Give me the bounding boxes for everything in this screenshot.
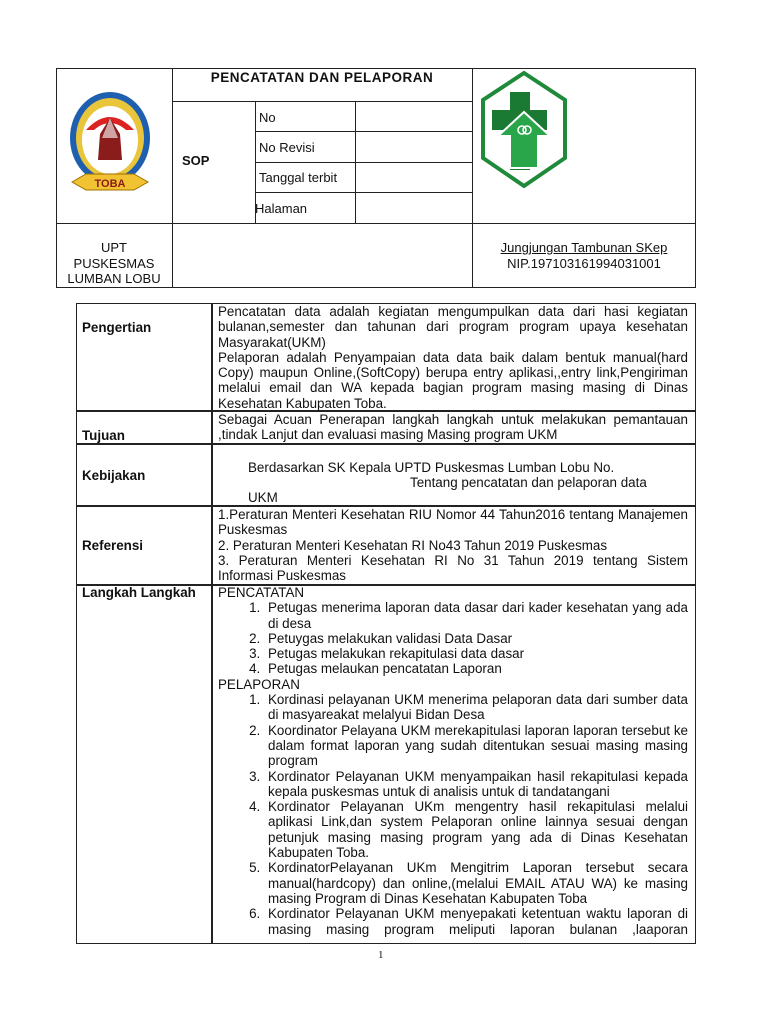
org-line-1: UPT <box>101 240 127 255</box>
document-title: PENCATATAN DAN PELAPORAN <box>210 70 434 85</box>
list-item: 6. Kordinator Pelayanan UKM menyepakati ketentuan waktu laporan di masing masing program meliputi laporan bulanan ,laaporan <box>264 906 688 937</box>
org-line-2: PUSKESMAS <box>73 255 155 271</box>
field-no: No <box>259 110 276 125</box>
puskesmas-logo <box>480 70 568 190</box>
list-item: 5. KordinatorPelayanan UKm Mengitrim Laporan tersebut secara manual(hardcopy) dan online,(melalui EMAIL ATAU WA) ke masing masing Program di Dinas Kesehatan Kabupaten Toba <box>264 860 688 906</box>
field-no-revisi: No Revisi <box>259 140 315 155</box>
label-langkah: Langkah Langkah <box>82 585 196 600</box>
referensi-item: 3. Peraturan Menteri Kesehatan RI No 31 Tahun 2019 tentang Sistem Informasi Puskesmas <box>218 552 688 584</box>
kebijakan-line-2: Tentang pencatatan dan pelaporan data <box>410 475 647 490</box>
langkah-content <box>218 585 688 937</box>
label-kebijakan: Kebijakan <box>82 468 146 483</box>
label-referensi: Referensi <box>82 538 144 553</box>
list-item: 2. Petuygas melakukan validasi Data Dasar <box>264 631 688 646</box>
list-item: 4. Petugas melaukan pencatatan Laporan <box>264 661 688 676</box>
logo-text: TOBA <box>94 178 126 190</box>
page-number: 1 <box>378 949 384 961</box>
signer-nip: NIP.197103161994031001 <box>507 255 661 271</box>
pengertian-p1: Pencatatan data adalah kegiatan mengumpulkan data dari hasi kegiatan bulanan,semester dan tahunan dari program program upaya kesehatan Masyarakat(UKM) <box>218 304 688 350</box>
sop-label: SOP <box>182 153 210 168</box>
kebijakan-line-3: UKM <box>248 490 278 505</box>
field-tanggal-terbit: Tanggal terbit <box>259 170 338 185</box>
list-item: 3. Petugas melakukan rekapitulasi data dasar <box>264 646 688 661</box>
org-line-3: LUMBAN LOBU <box>67 271 161 286</box>
referensi-item: 2. Peraturan Menteri Kesehatan RI No43 Tahun 2019 Puskesmas <box>218 537 608 553</box>
list-item: 1. Petugas menerima laporan data dasar dari kader kesehatan yang ada di desa <box>264 600 688 631</box>
pelaporan-title: PELAPORAN <box>218 676 300 692</box>
list-item: 1. Kordinasi pelayanan UKM menerima pelaporan data dari sumber data di masyareakat melalyui Bidan Desa <box>264 692 688 723</box>
pencatatan-list <box>218 600 688 676</box>
list-item: 4. Kordinator Pelayanan UKm mengentry hasil rekapitulasi melalui aplikasi Link,dan system Pelaporan online lainnya sesuai dengan petunjuk masing masing program yang ada di Dinas Kesehatan Kabupaten Toba. <box>264 799 688 860</box>
referensi-list <box>218 507 688 583</box>
field-halaman: Halaman <box>255 201 308 216</box>
label-tujuan: Tujuan <box>82 428 125 443</box>
list-item: 3. Kordinator Pelayanan UKM menyampaikan hasil rekapitulasi kepada kepala puskesmas untuk di analisis untuk di tandatangani <box>264 769 688 800</box>
toba-regency-logo <box>64 90 156 202</box>
tujuan-text: Sebagai Acuan Penerapan langkah langkah untuk melakukan pemantauan ,tindak Lanjut dan evaluasi masing Masing program UKM <box>218 412 688 443</box>
pencatatan-title: PENCATATAN <box>218 585 305 600</box>
list-item: 2. Koordinator Pelayana UKM merekapitulasi laporan laporan tersebut ke dalam format laporan yang sudah ditentukan sesuai masing masing program <box>264 723 688 769</box>
pelaporan-list <box>218 692 688 937</box>
kebijakan-line-1: Berdasarkan SK Kepala UPTD Puskesmas Lumban Lobu No. <box>248 460 615 475</box>
referensi-item: 1.Peraturan Menteri Kesehatan RIU Nomor 44 Tahun2016 tentang Manajemen Puskesmas <box>218 507 688 538</box>
pengertian-p2: Pelaporan adalah Penyampaian data data baik dalam bentuk manual(hard Copy) maupun Online,(SoftCopy) berupa entry aplikasi,,entry link,Pengiriman melalui email dan WA kepada bagian program masing masing di Dinas Kesehatan Kabupaten Toba. <box>218 349 688 411</box>
pengertian-text <box>218 304 688 411</box>
label-pengertian: Pengertian <box>82 320 152 335</box>
signer-name: Jungjungan Tambunan SKep <box>500 240 668 255</box>
